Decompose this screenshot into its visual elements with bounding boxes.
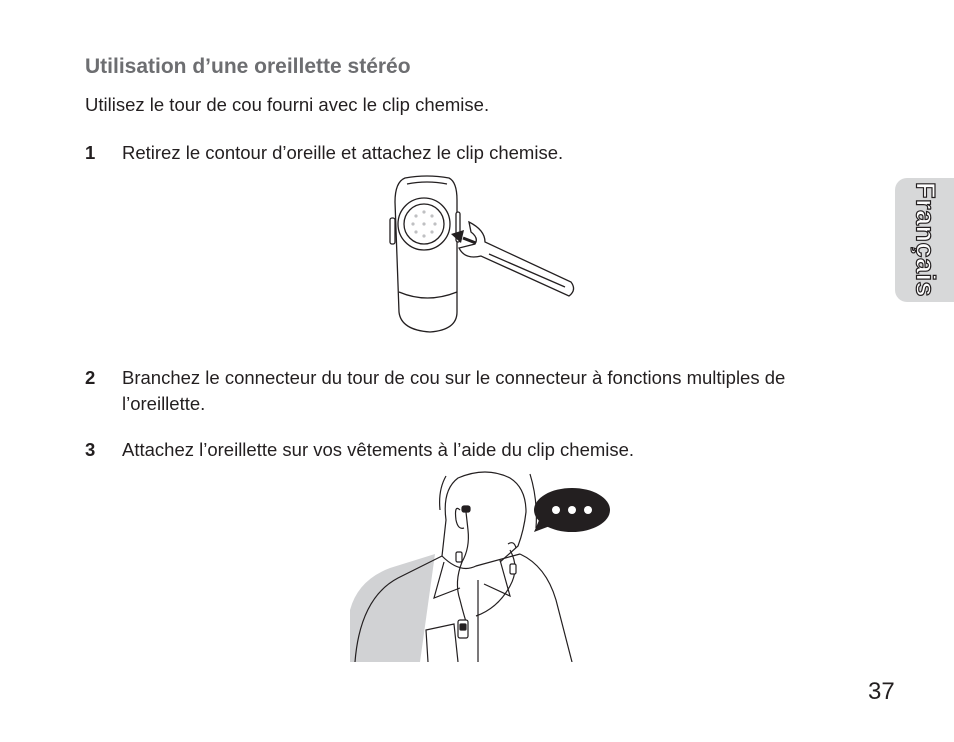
intro-text: Utilisez le tour de cou fourni avec le clip chemise.: [85, 94, 490, 115]
page-number: 37: [868, 678, 895, 705]
step-number: 1: [85, 142, 96, 163]
person-wearing-headset-illustration: [350, 470, 612, 662]
step-number: 2: [85, 367, 96, 388]
step-text: Retirez le contour d’oreille et attachez le clip chemise.: [122, 142, 564, 163]
section-heading: Utilisation d’une oreillette stéréo: [85, 55, 411, 78]
step-number: 3: [85, 439, 96, 460]
language-tab-label: Français: [910, 182, 941, 298]
step-text: Attachez l’oreillette sur vos vêtements à l’aide du clip chemise.: [122, 439, 635, 460]
headset-clip-illustration: [385, 172, 580, 334]
step-text: Branchez le connecteur du tour de cou sur le connecteur à fonctions multiples de l’oreillette.: [122, 367, 786, 414]
